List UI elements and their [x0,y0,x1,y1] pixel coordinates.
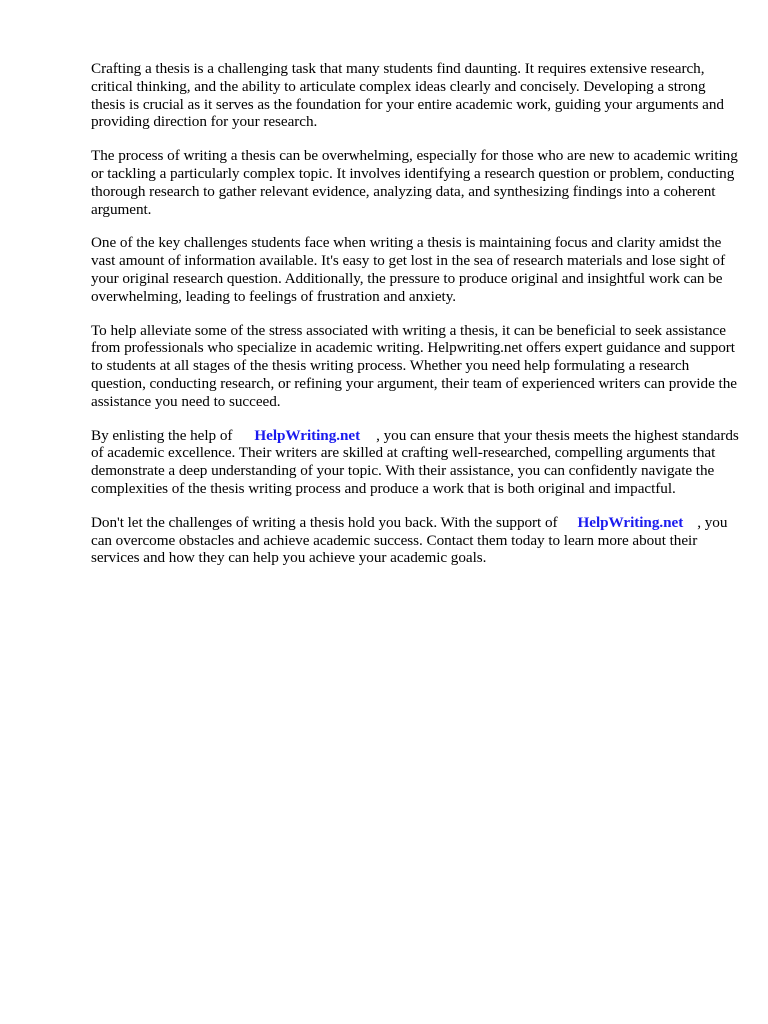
paragraph-closing-rest: , you can overcome obstacles and achieve academic success. Contact them today to learn more about their services and how they can help you achieve your academic goals. [91,513,728,567]
paragraph-assistance: To help alleviate some of the stress associated with writing a thesis, it can be beneficial to seek assistance from professionals who specialize in academic writing. Helpwriting.net offers expert guidance and support to students at all stages of the thesis writing process. Whether you need help formulating a research question, conducting research, or refining your argument, their team of experienced writers can provide the assistance you need to succeed. [91,321,737,410]
paragraph-enlisting-rest: , you can ensure that your thesis meets the highest standards of academic excellence. Their writers are skilled at crafting well-researched, compelling arguments that demonstrate a deep understanding of your topic. With their assistance, you can confidently navigate the complexities of the thesis writing process and produce a work that is both original and impactful. [91,426,739,497]
paragraph-intro: Crafting a thesis is a challenging task that many students find daunting. It requires extensive research, critical thinking, and the ability to articulate complex ideas clearly and concisely. Developing a strong thesis is crucial as it serves as the foundation for your entire academic work, guiding your arguments and providing direction for your research. [91,60,724,131]
paragraph-process: The process of writing a thesis can be overwhelming, especially for those who are new to academic writing or tackling a particularly complex topic. It involves identifying a research question or problem, conducting thorough research to gather relevant evidence, analyzing data, and synthesizing findings into a coherent argument. [91,147,738,218]
paragraph-enlisting-lead: By enlisting the help of [91,426,233,444]
paragraph-enlisting [91,427,741,498]
document-body [91,60,741,583]
helpwriting-link-closing[interactable]: HelpWriting.net [577,513,684,531]
paragraph-closing [91,514,741,567]
paragraph-challenges: One of the key challenges students face when writing a thesis is maintaining focus and clarity amidst the vast amount of information available. It's easy to get lost in the sea of research materials and lose sight of your original research question. Additionally, the pressure to produce original and insightful work can be overwhelming, leading to feelings of frustration and anxiety. [91,234,726,305]
helpwriting-link[interactable]: HelpWriting.net [254,426,361,444]
paragraph-closing-lead: Don't let the challenges of writing a thesis hold you back. With the support of [91,513,558,531]
